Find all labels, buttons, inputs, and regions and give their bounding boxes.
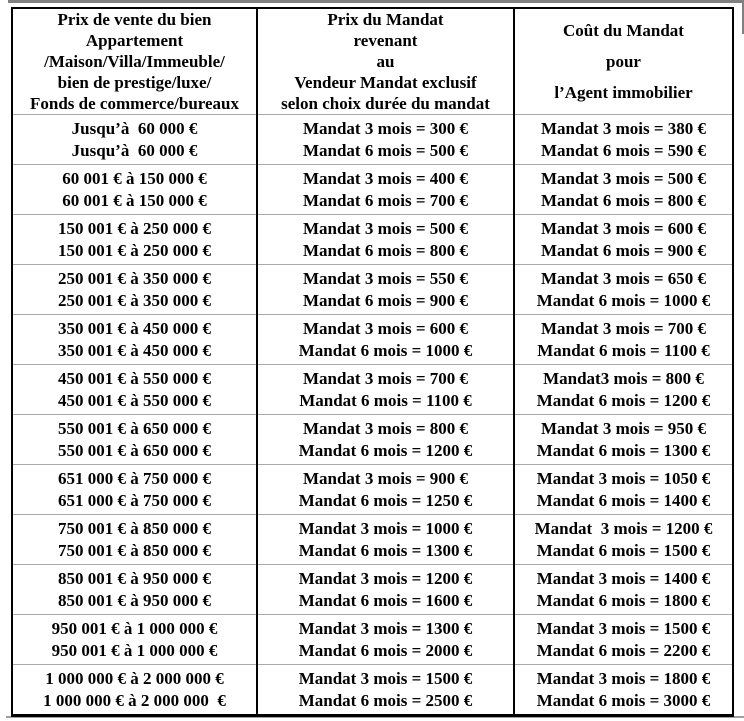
cell-line: Mandat 3 mois = 500 € (540, 168, 707, 188)
cell-line: Mandat 3 mois = 500 € (302, 218, 469, 238)
vendor-mandate-cell (257, 215, 514, 265)
cell-line: Mandat 6 mois = 1100 € (537, 340, 710, 360)
cell-line: Mandat 6 mois = 590 € (540, 140, 707, 160)
cell-line: 60 001 € à 150 000 € (62, 190, 207, 210)
header-line: pour (606, 52, 641, 71)
cell-line: Mandat 6 mois = 800 € (540, 190, 707, 210)
column-header-property-sale-price (12, 8, 257, 115)
table-row (12, 315, 733, 365)
table-row (12, 365, 733, 415)
cell-line: 60 001 € à 150 000 € (62, 168, 207, 188)
cell-line: 850 001 € à 950 000 € (58, 590, 211, 610)
cell-line: Mandat 3 mois = 700 € (540, 318, 707, 338)
agent-cost-cell (514, 665, 733, 716)
cell-line: Mandat 3 mois = 650 € (540, 268, 707, 288)
cell-line: Mandat 6 mois = 1100 € (299, 390, 472, 410)
vendor-mandate-cell (257, 515, 514, 565)
agent-cost-cell (514, 565, 733, 615)
agent-cost-cell (514, 115, 733, 165)
cell-line: 250 001 € à 350 000 € (58, 290, 211, 310)
cell-line: Mandat 3 mois = 1400 € (536, 568, 711, 588)
cell-line: Mandat 6 mois = 700 € (302, 190, 469, 210)
cell-line: Mandat 3 mois = 1300 € (298, 618, 473, 638)
cell-line: Mandat 3 mois = 700 € (302, 368, 469, 388)
mandate-pricing-table (11, 7, 734, 717)
cell-line: Mandat 6 mois = 2500 € (298, 690, 473, 710)
header-line: Prix de vente du bien (57, 10, 212, 29)
agent-cost-cell (514, 265, 733, 315)
header-line: Prix du Mandat (327, 10, 444, 29)
vendor-mandate-cell (257, 265, 514, 315)
cell-line: Mandat 6 mois = 1300 € (298, 540, 473, 560)
cell-line: 850 001 € à 950 000 € (58, 568, 211, 588)
price-range-cell (12, 465, 257, 515)
cell-line: 150 001 € à 250 000 € (58, 218, 211, 238)
cell-line: Mandat 3 mois = 1500 € (298, 668, 473, 688)
cell-line: Mandat 3 mois = 1800 € (536, 668, 711, 688)
price-range-cell (12, 265, 257, 315)
cell-line: Mandat 6 mois = 1400 € (536, 490, 711, 510)
cell-line: 750 001 € à 850 000 € (58, 540, 211, 560)
agent-cost-cell (514, 515, 733, 565)
cell-line: 1 000 000 € à 2 000 000 € (45, 668, 224, 688)
cell-line: Mandat 6 mois = 1800 € (536, 590, 711, 610)
cell-line: 350 001 € à 450 000 € (58, 318, 211, 338)
vendor-mandate-cell (257, 315, 514, 365)
price-range-cell (12, 315, 257, 365)
cell-line: Mandat 6 mois = 1300 € (536, 440, 711, 460)
cell-line: Mandat 6 mois = 1500 € (536, 540, 711, 560)
cell-line: 750 001 € à 850 000 € (58, 518, 211, 538)
price-range-cell (12, 165, 257, 215)
column-header-text (515, 10, 732, 114)
cell-line: Jusqu’à 60 000 € (71, 118, 198, 138)
frame-top-line (8, 0, 744, 3)
header-line: selon choix durée du mandat (281, 94, 490, 113)
agent-cost-cell (514, 215, 733, 265)
price-range-cell (12, 115, 257, 165)
header-line: revenant (353, 31, 418, 50)
cell-line: Mandat 6 mois = 1000 € (298, 340, 473, 360)
column-header-text (13, 9, 256, 114)
cell-line: Mandat 6 mois = 2200 € (536, 640, 711, 660)
cell-line: Jusqu’à 60 000 € (71, 140, 198, 160)
header-line: Fonds de commerce/bureaux (29, 94, 240, 113)
vendor-mandate-cell (257, 365, 514, 415)
cell-line: Mandat 6 mois = 1600 € (298, 590, 473, 610)
cell-line: Mandat 6 mois = 900 € (302, 290, 469, 310)
column-header-vendor-mandate-price (257, 8, 514, 115)
header-line: au (376, 52, 395, 71)
cell-line: Mandat 6 mois = 500 € (302, 140, 469, 160)
cell-line: Mandat 3 mois = 900 € (302, 468, 469, 488)
cell-line: 651 000 € à 750 000 € (58, 468, 211, 488)
cell-line: Mandat 6 mois = 1250 € (298, 490, 473, 510)
cell-line: Mandat 6 mois = 1200 € (536, 390, 711, 410)
vendor-mandate-cell (257, 115, 514, 165)
cell-line: Mandat 3 mois = 1050 € (536, 468, 711, 488)
cell-line: Mandat 6 mois = 900 € (540, 240, 707, 260)
cell-line: 150 001 € à 250 000 € (58, 240, 211, 260)
cell-line: Mandat 3 mois = 1500 € (536, 618, 711, 638)
cell-line: Mandat 6 mois = 800 € (302, 240, 469, 260)
cell-line: Mandat 3 mois = 550 € (302, 268, 469, 288)
cell-line: 450 001 € à 550 000 € (58, 390, 211, 410)
vendor-mandate-cell (257, 465, 514, 515)
table-row (12, 165, 733, 215)
cell-line: Mandat 3 mois = 380 € (540, 118, 707, 138)
header-line: Appartement (85, 31, 184, 50)
table-row (12, 265, 733, 315)
header-line: /Maison/Villa/Immeuble/ (44, 52, 225, 71)
table-row (12, 615, 733, 665)
vendor-mandate-cell (257, 565, 514, 615)
price-range-cell (12, 365, 257, 415)
header-line: bien de prestige/luxe/ (57, 73, 212, 92)
table-row (12, 515, 733, 565)
cell-line: 651 000 € à 750 000 € (58, 490, 211, 510)
cell-line: Mandat 3 mois = 1000 € (298, 518, 473, 538)
cell-line: 350 001 € à 450 000 € (58, 340, 211, 360)
header-line: Vendeur Mandat exclusif (294, 73, 477, 92)
header-line: Coût du Mandat (563, 20, 684, 40)
table-row (12, 115, 733, 165)
cell-line: Mandat 6 mois = 1200 € (298, 440, 473, 460)
vendor-mandate-cell (257, 165, 514, 215)
cell-line: Mandat 3 mois = 1200 € (534, 518, 713, 538)
agent-cost-cell (514, 365, 733, 415)
cell-line: Mandat 6 mois = 1000 € (536, 290, 711, 310)
agent-cost-cell (514, 315, 733, 365)
cell-line: Mandat 6 mois = 2000 € (298, 640, 473, 660)
cell-line: 450 001 € à 550 000 € (58, 368, 211, 388)
price-range-cell (12, 615, 257, 665)
cell-line: 550 001 € à 650 000 € (58, 440, 211, 460)
table-row (12, 215, 733, 265)
cell-line: 250 001 € à 350 000 € (58, 268, 211, 288)
cell-line: 950 001 € à 1 000 000 € (51, 640, 218, 660)
table-row (12, 415, 733, 465)
price-range-cell (12, 565, 257, 615)
agent-cost-cell (514, 165, 733, 215)
cell-line: 550 001 € à 650 000 € (58, 418, 211, 438)
header-line: l’Agent immobilier (554, 83, 693, 103)
cell-line: Mandat 3 mois = 950 € (540, 418, 707, 438)
price-range-cell (12, 215, 257, 265)
agent-cost-cell (514, 415, 733, 465)
table-row (12, 665, 733, 716)
table-row (12, 565, 733, 615)
table-header-row (12, 8, 733, 115)
price-range-cell (12, 515, 257, 565)
table-row (12, 465, 733, 515)
column-header-agent-mandate-cost (514, 8, 733, 115)
price-range-cell (12, 665, 257, 716)
price-range-cell (12, 415, 257, 465)
agent-cost-cell (514, 465, 733, 515)
vendor-mandate-cell (257, 615, 514, 665)
vendor-mandate-cell (257, 665, 514, 716)
cell-line: Mandat 6 mois = 3000 € (536, 690, 711, 710)
vendor-mandate-cell (257, 415, 514, 465)
cell-line: Mandat 3 mois = 300 € (302, 118, 469, 138)
column-header-text (258, 9, 513, 114)
cell-line: Mandat 3 mois = 600 € (540, 218, 707, 238)
cell-line: Mandat 3 mois = 800 € (302, 418, 469, 438)
cell-line: Mandat 3 mois = 400 € (302, 168, 469, 188)
cell-line: 1 000 000 € à 2 000 000 € (43, 690, 226, 710)
agent-cost-cell (514, 615, 733, 665)
cell-line: Mandat 3 mois = 600 € (302, 318, 469, 338)
cell-line: Mandat 3 mois = 1200 € (298, 568, 473, 588)
cell-line: Mandat3 mois = 800 € (543, 368, 704, 388)
cell-line: 950 001 € à 1 000 000 € (51, 618, 218, 638)
table-body (12, 115, 733, 716)
